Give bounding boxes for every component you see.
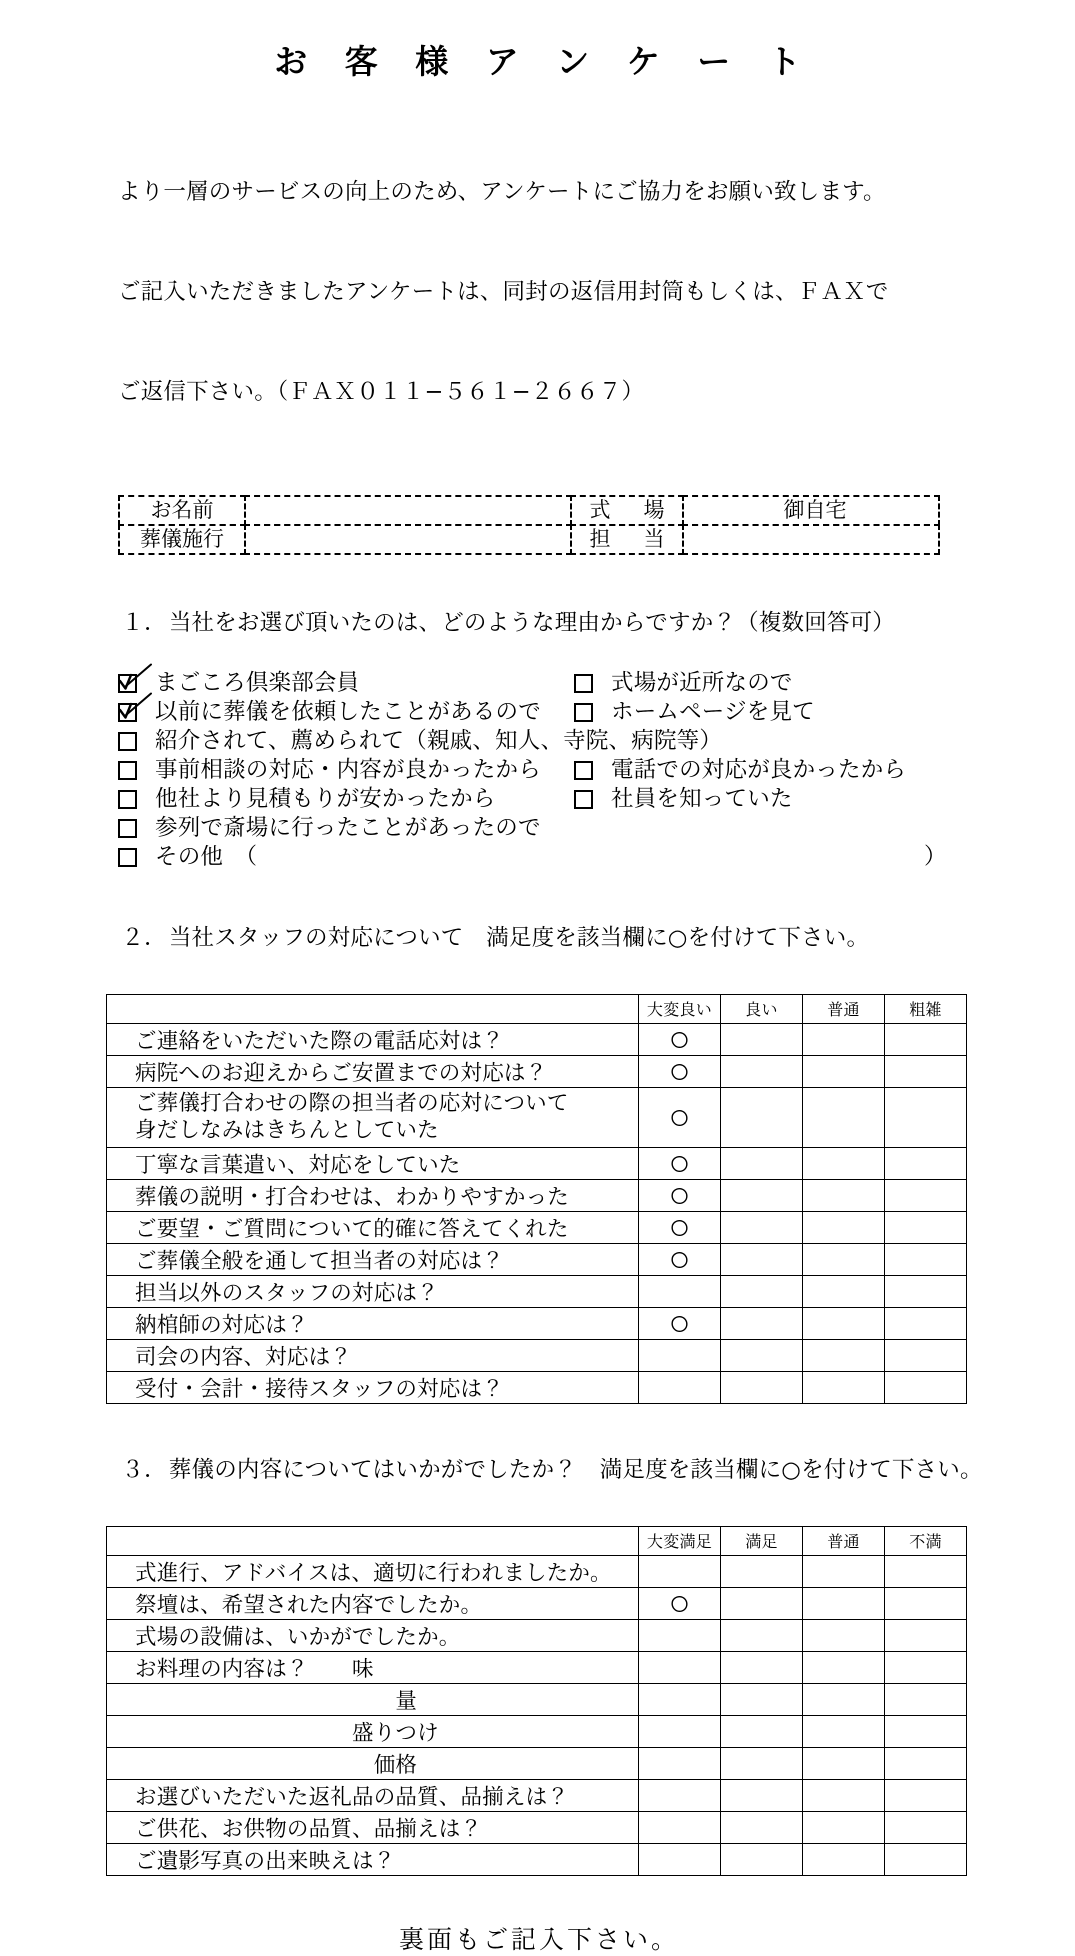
question-1-number: １． xyxy=(121,609,167,636)
identity-fields xyxy=(118,495,940,557)
rating-column-header: 粗雑 xyxy=(885,994,967,1023)
rating-cell[interactable] xyxy=(885,1779,967,1811)
table-row xyxy=(107,1371,967,1403)
row-label: 式場の設備は、いかがでしたか。 xyxy=(107,1619,639,1651)
rating-cell[interactable] xyxy=(721,1619,803,1651)
option-row xyxy=(118,698,958,727)
table-row xyxy=(107,1147,967,1179)
row-label: お選びいただいた返礼品の品質、品揃えは？ xyxy=(107,1779,639,1811)
rating-cell[interactable] xyxy=(885,1307,967,1339)
checkbox-unchecked[interactable] xyxy=(574,703,593,722)
intro-line-1: より一層のサービスの向上のため、アンケートにご協力をお願い致します。 xyxy=(118,179,886,206)
rating-cell[interactable] xyxy=(721,1811,803,1843)
rating-cell[interactable] xyxy=(885,1055,967,1087)
rating-cell[interactable] xyxy=(639,1843,721,1875)
rating-cell[interactable] xyxy=(803,1275,885,1307)
rating-cell[interactable] xyxy=(803,1211,885,1243)
row-label: ご供花、お供物の品質、品揃えは？ xyxy=(107,1811,639,1843)
rating-cell[interactable] xyxy=(639,1587,721,1619)
rating-cell[interactable] xyxy=(721,1179,803,1211)
rating-cell[interactable] xyxy=(803,1843,885,1875)
question-3-table xyxy=(106,1526,967,1876)
rating-cell[interactable] xyxy=(639,1555,721,1587)
row-label: ご要望・ご質問について的確に答えてくれた xyxy=(107,1211,639,1243)
row-label: 司会の内容、対応は？ xyxy=(107,1339,639,1371)
circle-mark-icon xyxy=(669,1218,690,1238)
table-header-row xyxy=(107,994,967,1023)
circle-mark-icon xyxy=(669,1030,690,1050)
rating-cell[interactable] xyxy=(885,1275,967,1307)
rating-cell[interactable] xyxy=(803,1587,885,1619)
rating-cell[interactable] xyxy=(639,1147,721,1179)
table-row xyxy=(107,1779,967,1811)
page-title: お 客 様 ア ン ケ ー ト xyxy=(274,42,814,81)
rating-cell[interactable] xyxy=(639,1087,721,1147)
checkbox-option[interactable] xyxy=(574,756,906,785)
rating-cell[interactable] xyxy=(803,1243,885,1275)
rating-column-header: 普通 xyxy=(803,1526,885,1555)
check-mark-icon xyxy=(117,692,157,726)
checkbox-option[interactable] xyxy=(118,698,541,727)
row-label-line-1: ご葬儀打合わせの際の担当者の応対について xyxy=(135,1090,569,1116)
rating-cell[interactable] xyxy=(639,1275,721,1307)
checkbox-unchecked[interactable] xyxy=(118,848,137,867)
rating-cell[interactable] xyxy=(639,1307,721,1339)
option-row xyxy=(118,814,958,843)
table-row xyxy=(107,1587,967,1619)
table-row xyxy=(107,1811,967,1843)
checkbox-option[interactable] xyxy=(118,785,496,814)
table-row xyxy=(107,1555,967,1587)
row-label: 病院へのお迎えからご安置までの対応は？ xyxy=(107,1055,639,1087)
rating-cell[interactable] xyxy=(885,1339,967,1371)
rating-cell[interactable] xyxy=(721,1339,803,1371)
row-label: ご遺影写真の出来映えは？ xyxy=(107,1843,639,1875)
rating-cell[interactable] xyxy=(885,1087,967,1147)
rating-cell[interactable] xyxy=(803,1023,885,1055)
question-2-table xyxy=(106,994,967,1404)
table-row xyxy=(107,1651,967,1683)
table-row xyxy=(107,1211,967,1243)
rating-cell[interactable] xyxy=(803,1779,885,1811)
rating-cell[interactable] xyxy=(803,1651,885,1683)
row-label-line-2: 身だしなみはきちんとしていた xyxy=(135,1118,439,1144)
footer-note: 裏面もご記入下さい。 xyxy=(398,1924,679,1954)
circle-mark-icon xyxy=(669,1250,690,1270)
rating-cell[interactable] xyxy=(639,1055,721,1087)
option-label: ホームページを見て xyxy=(611,698,815,725)
rating-cell[interactable] xyxy=(803,1619,885,1651)
checkbox-option[interactable] xyxy=(574,698,815,727)
option-row xyxy=(118,756,958,785)
table-row xyxy=(107,1179,967,1211)
checkbox-unchecked[interactable] xyxy=(118,761,137,780)
row-label: 納棺師の対応は？ xyxy=(107,1307,639,1339)
rating-cell[interactable] xyxy=(639,1023,721,1055)
checkbox-option[interactable] xyxy=(574,785,793,814)
rating-cell[interactable] xyxy=(885,1587,967,1619)
rating-cell[interactable] xyxy=(639,1651,721,1683)
checkbox-unchecked[interactable] xyxy=(118,732,137,751)
name-input[interactable] xyxy=(244,495,572,526)
checkbox-option[interactable] xyxy=(574,669,793,698)
table-row xyxy=(107,1275,967,1307)
table-row xyxy=(107,1619,967,1651)
row-label: 式進行、アドバイスは、適切に行われましたか。 xyxy=(107,1555,639,1587)
row-label: 担当以外のスタッフの対応は？ xyxy=(107,1275,639,1307)
checkbox-option[interactable] xyxy=(118,843,257,872)
rating-cell[interactable] xyxy=(885,1179,967,1211)
circle-mark-icon xyxy=(669,1108,690,1128)
rating-cell[interactable] xyxy=(721,1147,803,1179)
table-row xyxy=(107,1683,967,1715)
option-label: 参列で斎場に行ったことがあったので xyxy=(155,814,541,841)
question-2-text: 当社スタッフの対応について 満足度を該当欄に○を付けて下さい。 xyxy=(168,924,870,951)
rating-cell[interactable] xyxy=(803,1811,885,1843)
staff-input[interactable] xyxy=(682,524,940,555)
rating-column-header: 満足 xyxy=(721,1526,803,1555)
rating-cell[interactable] xyxy=(803,1555,885,1587)
checkbox-unchecked[interactable] xyxy=(118,790,137,809)
rating-cell[interactable] xyxy=(885,1651,967,1683)
rating-cell[interactable] xyxy=(803,1371,885,1403)
rating-column-header: 大変良い xyxy=(639,994,721,1023)
table-row xyxy=(107,1023,967,1055)
table-row xyxy=(107,1243,967,1275)
table-row xyxy=(107,1307,967,1339)
row-label: お料理の内容は？ 味 xyxy=(107,1651,639,1683)
rating-cell[interactable] xyxy=(885,1619,967,1651)
rating-cell[interactable] xyxy=(639,1619,721,1651)
rating-cell[interactable] xyxy=(803,1147,885,1179)
checkbox-option[interactable] xyxy=(118,756,541,785)
rating-column-header: 普通 xyxy=(803,994,885,1023)
rating-cell[interactable] xyxy=(803,1307,885,1339)
option-label: 社員を知っていた xyxy=(611,785,793,812)
rating-cell[interactable] xyxy=(721,1683,803,1715)
rating-cell[interactable] xyxy=(639,1371,721,1403)
rating-cell[interactable] xyxy=(721,1779,803,1811)
rating-cell[interactable] xyxy=(721,1307,803,1339)
table-header-row xyxy=(107,1526,967,1555)
table-row xyxy=(107,1055,967,1087)
option-row xyxy=(118,785,958,814)
table-row xyxy=(107,1339,967,1371)
question-1-text: 当社をお選び頂いたのは、どのような理由からですか？（複数回答可） xyxy=(168,609,896,636)
option-label: 事前相談の対応・内容が良かったから xyxy=(155,756,541,783)
option-label: 電話での対応が良かったから xyxy=(611,756,907,783)
staff-label: 担 当 xyxy=(570,524,684,555)
rating-cell[interactable] xyxy=(803,1055,885,1087)
row-label: 祭壇は、希望された内容でしたか。 xyxy=(107,1587,639,1619)
option-label: 紹介されて、薦められて（親戚、知人、寺院、病院等） xyxy=(155,727,723,754)
rating-cell[interactable] xyxy=(803,1339,885,1371)
circle-mark-icon xyxy=(669,1594,690,1614)
option-row xyxy=(118,843,958,872)
name-label: お名前 xyxy=(118,495,246,526)
intro-paragraph xyxy=(118,110,1075,476)
rating-cell[interactable] xyxy=(885,1371,967,1403)
row-label: 盛りつけ xyxy=(107,1715,639,1747)
option-label: その他 （ xyxy=(155,843,258,870)
rating-cell[interactable] xyxy=(721,1211,803,1243)
question-1-options xyxy=(118,669,958,872)
rating-cell[interactable] xyxy=(721,1651,803,1683)
rating-cell[interactable] xyxy=(639,1715,721,1747)
checkbox-option[interactable] xyxy=(118,814,541,843)
rating-cell[interactable] xyxy=(885,1843,967,1875)
checkbox-unchecked[interactable] xyxy=(574,790,593,809)
table-row xyxy=(107,1843,967,1875)
checkbox-option[interactable] xyxy=(118,727,722,756)
service-label: 葬儀施行 xyxy=(118,524,246,555)
check-mark-icon xyxy=(117,663,157,697)
checkbox-option[interactable] xyxy=(118,669,359,698)
rating-cell[interactable] xyxy=(721,1023,803,1055)
hall-input[interactable]: 御自宅 xyxy=(682,495,940,526)
row-label xyxy=(107,1087,639,1147)
rating-cell[interactable] xyxy=(639,1747,721,1779)
circle-mark-icon xyxy=(669,1314,690,1334)
rating-cell[interactable] xyxy=(639,1811,721,1843)
row-label: ご葬儀全般を通して担当者の対応は？ xyxy=(107,1243,639,1275)
rating-cell[interactable] xyxy=(721,1843,803,1875)
rating-cell[interactable] xyxy=(721,1087,803,1147)
option-label: 式場が近所なので xyxy=(611,669,793,696)
rating-cell[interactable] xyxy=(721,1555,803,1587)
rating-cell[interactable] xyxy=(639,1179,721,1211)
question-column-header xyxy=(107,994,639,1023)
question-column-header xyxy=(107,1526,639,1555)
option-label: 以前に葬儀を依頼したことがあるので xyxy=(155,698,541,725)
question-3-number: ３． xyxy=(121,1456,167,1483)
rating-column-header: 大変満足 xyxy=(639,1526,721,1555)
rating-cell[interactable] xyxy=(721,1055,803,1087)
question-3-text: 葬儀の内容についてはいかがでしたか？ 満足度を該当欄に○を付けて下さい。 xyxy=(168,1456,983,1483)
question-3-heading xyxy=(92,1426,1075,1510)
rating-cell[interactable] xyxy=(885,1715,967,1747)
hall-label: 式 場 xyxy=(570,495,684,526)
rating-cell[interactable] xyxy=(639,1211,721,1243)
row-label: 価格 xyxy=(107,1747,639,1779)
rating-cell[interactable] xyxy=(885,1211,967,1243)
row-label: 葬儀の説明・打合わせは、わかりやすかった xyxy=(107,1179,639,1211)
row-label: 丁寧な言葉遣い、対応をしていた xyxy=(107,1147,639,1179)
rating-cell[interactable] xyxy=(885,1243,967,1275)
option-row xyxy=(118,669,958,698)
rating-column-header: 不満 xyxy=(885,1526,967,1555)
checkbox-unchecked[interactable] xyxy=(574,674,593,693)
intro-line-3: ご返信下さい。（ＦＡＸ０１１−５６１−２６６７） xyxy=(118,378,645,405)
rating-cell[interactable] xyxy=(639,1683,721,1715)
intro-line-2: ご記入いただきましたアンケートは、同封の返信用封筒もしくは、ＦＡＸで xyxy=(118,279,889,306)
option-label: まごころ倶楽部会員 xyxy=(155,669,360,696)
rating-cell[interactable] xyxy=(885,1147,967,1179)
rating-cell[interactable] xyxy=(721,1587,803,1619)
other-close-paren: ） xyxy=(924,843,947,870)
checkbox-checked[interactable] xyxy=(118,703,137,722)
question-2-number: ２． xyxy=(121,924,167,951)
table-row xyxy=(107,1715,967,1747)
question-2-heading xyxy=(92,894,1075,978)
rating-column-header: 良い xyxy=(721,994,803,1023)
rating-cell[interactable] xyxy=(803,1087,885,1147)
rating-cell[interactable] xyxy=(885,1811,967,1843)
rating-cell[interactable] xyxy=(803,1683,885,1715)
rating-cell[interactable] xyxy=(721,1275,803,1307)
rating-cell[interactable] xyxy=(639,1339,721,1371)
checkbox-checked[interactable] xyxy=(118,674,137,693)
rating-cell[interactable] xyxy=(639,1243,721,1275)
option-row xyxy=(118,727,958,756)
rating-cell[interactable] xyxy=(721,1371,803,1403)
circle-mark-icon xyxy=(669,1062,690,1082)
rating-cell[interactable] xyxy=(721,1747,803,1779)
question-1-heading xyxy=(92,579,1075,663)
rating-cell[interactable] xyxy=(803,1715,885,1747)
rating-cell[interactable] xyxy=(885,1555,967,1587)
rating-cell[interactable] xyxy=(639,1779,721,1811)
row-label: ご連絡をいただいた際の電話応対は？ xyxy=(107,1023,639,1055)
rating-cell[interactable] xyxy=(721,1243,803,1275)
circle-mark-icon xyxy=(669,1186,690,1206)
rating-cell[interactable] xyxy=(803,1747,885,1779)
row-label: 受付・会計・接待スタッフの対応は？ xyxy=(107,1371,639,1403)
circle-mark-icon xyxy=(669,1154,690,1174)
rating-cell[interactable] xyxy=(885,1023,967,1055)
checkbox-unchecked[interactable] xyxy=(118,819,137,838)
rating-cell[interactable] xyxy=(885,1747,967,1779)
service-input[interactable] xyxy=(244,524,572,555)
checkbox-unchecked[interactable] xyxy=(574,761,593,780)
row-label: 量 xyxy=(107,1683,639,1715)
rating-cell[interactable] xyxy=(721,1715,803,1747)
option-label: 他社より見積もりが安かったから xyxy=(155,785,496,812)
table-row xyxy=(107,1087,967,1147)
rating-cell[interactable] xyxy=(803,1179,885,1211)
table-row xyxy=(107,1747,967,1779)
rating-cell[interactable] xyxy=(885,1683,967,1715)
